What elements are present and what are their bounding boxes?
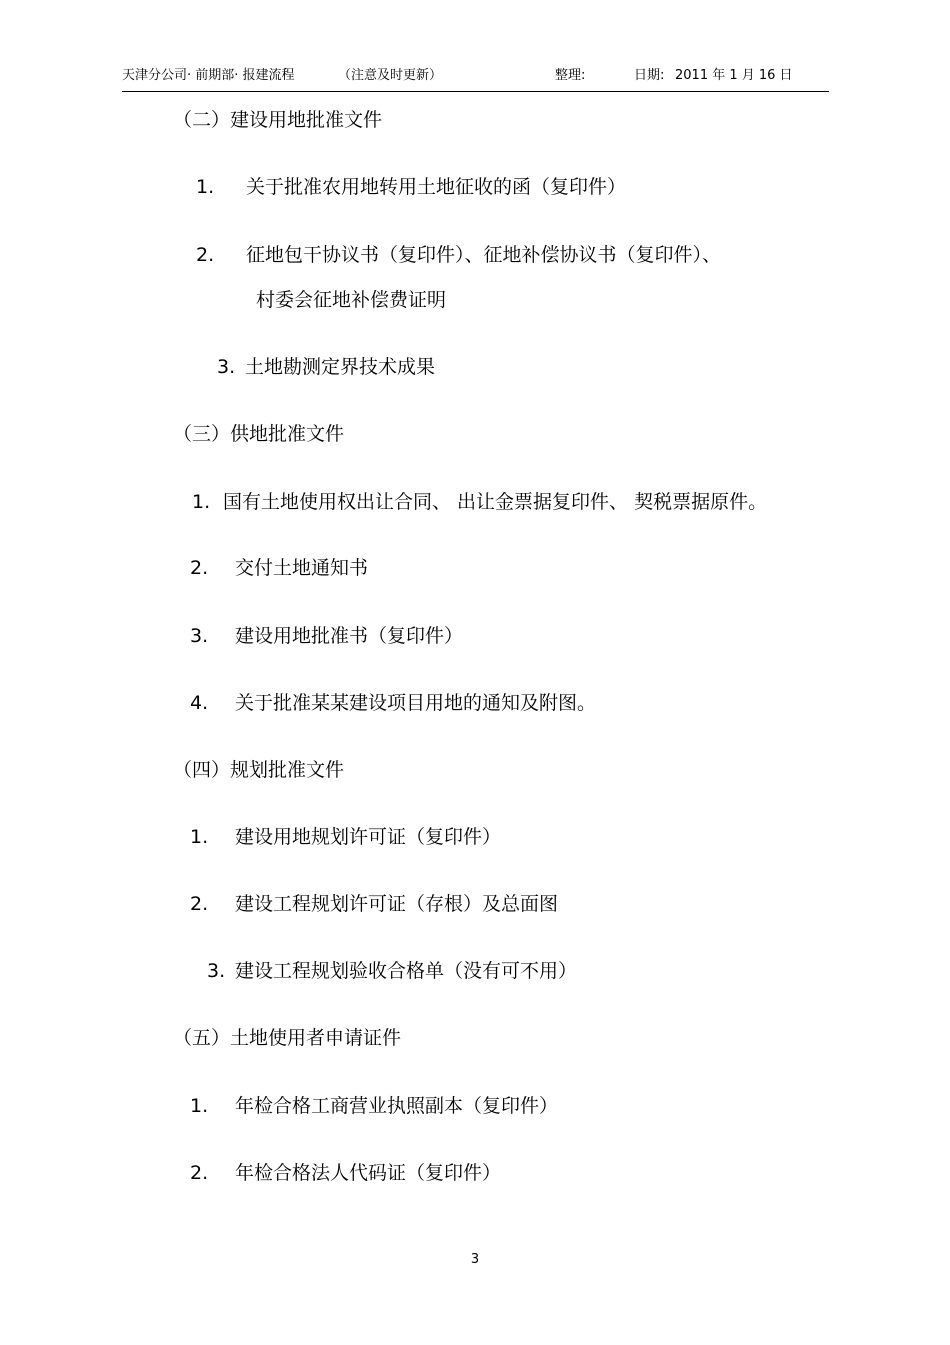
header-date-label: 日期:	[634, 68, 665, 83]
section-heading: （五）土地使用者申请证件	[173, 1027, 402, 1049]
list-item-text: 国有土地使用权出让合同、 出让金票据复印件、 契税票据原件。	[223, 491, 768, 513]
list-item-text: 建设工程规划验收合格单（没有可不用）	[235, 960, 578, 982]
section-heading: （三）供地批准文件	[173, 423, 345, 445]
list-item-number: 3.	[190, 625, 209, 647]
header-arranger-label: 整理:	[555, 68, 586, 83]
list-item-number: 2.	[190, 1162, 209, 1184]
list-item-number: 2.	[190, 893, 209, 915]
page-number: 3	[470, 1252, 480, 1267]
list-item-number: 1.	[196, 176, 215, 198]
list-item-number: 3.	[217, 356, 236, 378]
list-item-text: 年检合格工商营业执照副本（复印件）	[235, 1095, 559, 1117]
list-item-text: 建设用地规划许可证（复印件）	[235, 826, 502, 848]
list-item-number: 4.	[190, 692, 209, 714]
page-header	[0, 0, 950, 92]
list-item-text: 土地勘测定界技术成果	[245, 356, 436, 378]
list-item-text: 建设工程规划许可证（存根）及总面图	[235, 893, 559, 915]
list-item-number: 2.	[190, 557, 209, 579]
list-item-number: 1.	[190, 826, 209, 848]
list-item-text: 关于批准某某建设项目用地的通知及附图。	[235, 692, 597, 714]
list-item-text: 关于批准农用地转用土地征收的函（复印件）	[246, 176, 627, 198]
header-date-value: 2011 年 1 月 16 日	[675, 68, 793, 83]
list-item-number: 1.	[190, 1095, 209, 1117]
list-item-continuation: 村委会征地补偿费证明	[256, 289, 447, 311]
list-item-text: 交付土地通知书	[235, 557, 369, 579]
list-item-number: 3.	[207, 960, 226, 982]
list-item-text: 年检合格法人代码证（复印件）	[235, 1162, 502, 1184]
header-rule	[122, 91, 829, 92]
section-heading: （二）建设用地批准文件	[173, 109, 383, 131]
list-item-text: 征地包干协议书（复印件）、征地补偿协议书（复印件）、	[246, 244, 722, 266]
list-item-text: 建设用地批准书（复印件）	[235, 625, 464, 647]
list-item-number: 1.	[192, 491, 211, 513]
section-heading: （四）规划批准文件	[173, 759, 345, 781]
list-item-number: 2.	[196, 244, 215, 266]
header-note: （注意及时更新）	[338, 68, 443, 83]
header-company: 天津分公司· 前期部· 报建流程	[122, 68, 295, 83]
